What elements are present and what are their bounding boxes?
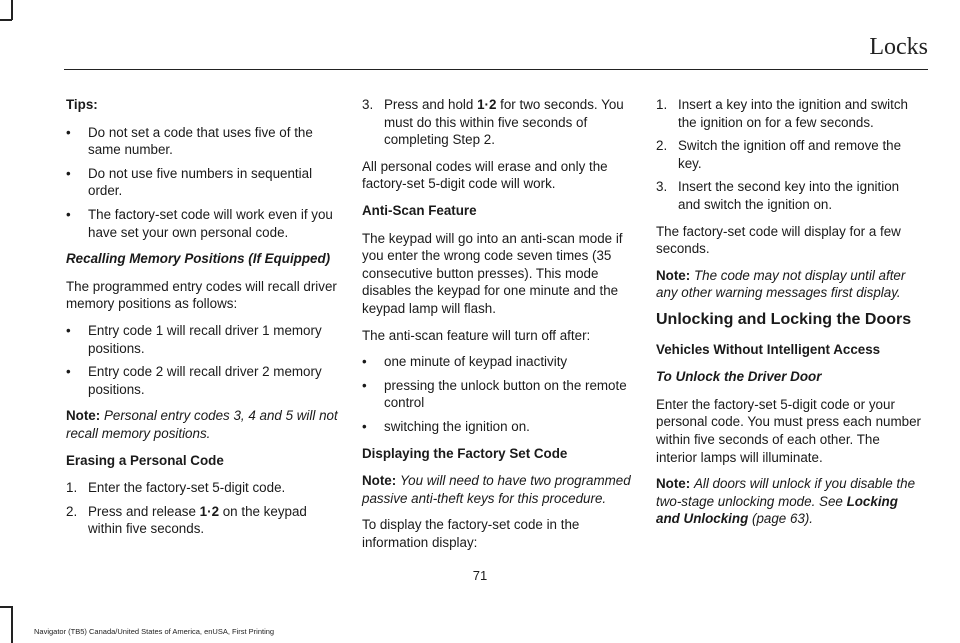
edition-text: Navigator (TB5) Canada/United States of America, enUSA, First Printing xyxy=(34,627,275,636)
column-2 xyxy=(362,96,634,560)
page-header xyxy=(0,0,960,70)
cross-reference-link[interactable]: Locking and Unlocking xyxy=(656,493,898,527)
antiscan-text: The keypad will go into an anti-scan mode if you enter the wrong code seven times (35 consecutive button presses). This mode disables the keypad for one minute and the keypad lamp will flash. xyxy=(362,230,623,316)
recall-intro: The programmed entry codes will recall driver memory positions as follows: xyxy=(66,278,337,312)
display-intro: To display the factory-set code in the information display: xyxy=(362,517,580,550)
bullet: • xyxy=(362,377,367,393)
erasing-heading: Erasing a Personal Code xyxy=(66,452,224,468)
crop-mark-top-left xyxy=(11,0,13,20)
list-item: 2. Switch the ignition off and remove the key. xyxy=(656,138,902,171)
vehicles-heading: Vehicles Without Intelligent Access xyxy=(656,341,881,357)
list-item: 2. Press and release 1·2 on the keypad within five seconds. xyxy=(66,503,307,537)
recall-heading: Recalling Memory Positions (If Equipped) xyxy=(66,251,331,267)
unlock-text: Enter the factory-set 5-digit code or your personal code. You must press each number within five seconds of each other. The interior lamps will illuminate. xyxy=(656,396,922,465)
list-item: 3. Insert the second key into the ignition and switch the ignition on. xyxy=(656,179,900,212)
erase-steps xyxy=(66,479,338,538)
list-item: • Do not use five numbers in sequential order. xyxy=(66,165,313,199)
bullet: • xyxy=(362,354,367,370)
list-item: • Do not set a code that uses five of the same number. xyxy=(66,124,313,158)
list-item: • pressing the unlock button on the remote control xyxy=(362,377,627,411)
display-heading: Displaying the Factory Set Code xyxy=(362,445,568,461)
note: Note: You will need to have two programmed passive anti-theft keys for this procedure. xyxy=(362,473,631,506)
antiscan-off-intro: The anti-scan feature will turn off after: xyxy=(362,327,591,343)
erase-step-3 xyxy=(362,96,634,149)
bullet: • xyxy=(66,165,71,181)
bullet: • xyxy=(66,124,71,140)
crop-mark-bottom-left xyxy=(11,606,13,643)
antiscan-heading: Anti-Scan Feature xyxy=(362,202,477,218)
page-number: 71 xyxy=(472,568,488,583)
note: Note: All doors will unlock if you disable the two-stage unlocking mode. See Locking and Unlocking (page 63). xyxy=(656,476,916,527)
recall-list xyxy=(66,322,338,398)
antiscan-list xyxy=(362,353,634,435)
list-item: • Entry code 1 will recall driver 1 memory positions. xyxy=(66,322,322,356)
crop-mark-bottom-left-h xyxy=(0,606,12,608)
tips-heading: Tips: xyxy=(66,97,98,112)
display-result: The factory-set code will display for a few seconds. xyxy=(656,223,901,257)
tips-list xyxy=(66,124,338,242)
display-steps xyxy=(656,96,924,214)
list-item: • one minute of keypad inactivity xyxy=(362,354,568,370)
erase-result: All personal codes will erase and only the factory-set 5-digit code will work. xyxy=(362,158,608,192)
bullet: • xyxy=(362,418,367,434)
column-1 xyxy=(66,96,338,547)
list-item: 3. Press and hold 1·2 for two seconds. You must do this within five seconds of completing Step 2. xyxy=(362,97,624,148)
unlock-heading: To Unlock the Driver Door xyxy=(656,369,822,385)
section-heading: Unlocking and Locking the Doors xyxy=(656,310,912,328)
list-item: • The factory-set code will work even if you have set your own personal code. xyxy=(66,206,333,240)
crop-mark-top-left-h xyxy=(0,19,12,21)
list-item: 1. Insert a key into the ignition and switch the ignition on for a few seconds. xyxy=(656,97,909,130)
list-item: 1. Enter the factory-set 5-digit code. xyxy=(66,480,286,496)
list-item: • Entry code 2 will recall driver 2 memory positions. xyxy=(66,364,322,397)
note: Note: The code may not display until after any other warning messages first display. xyxy=(656,267,906,301)
bullet: • xyxy=(66,206,71,222)
column-3 xyxy=(656,96,924,537)
bullet: • xyxy=(66,322,71,338)
list-item: • switching the ignition on. xyxy=(362,418,530,434)
header-rule xyxy=(64,69,928,70)
bullet: • xyxy=(66,364,71,380)
page-title: Locks xyxy=(869,34,928,60)
note: Note: Personal entry codes 3, 4 and 5 will not recall memory positions. xyxy=(66,408,338,441)
